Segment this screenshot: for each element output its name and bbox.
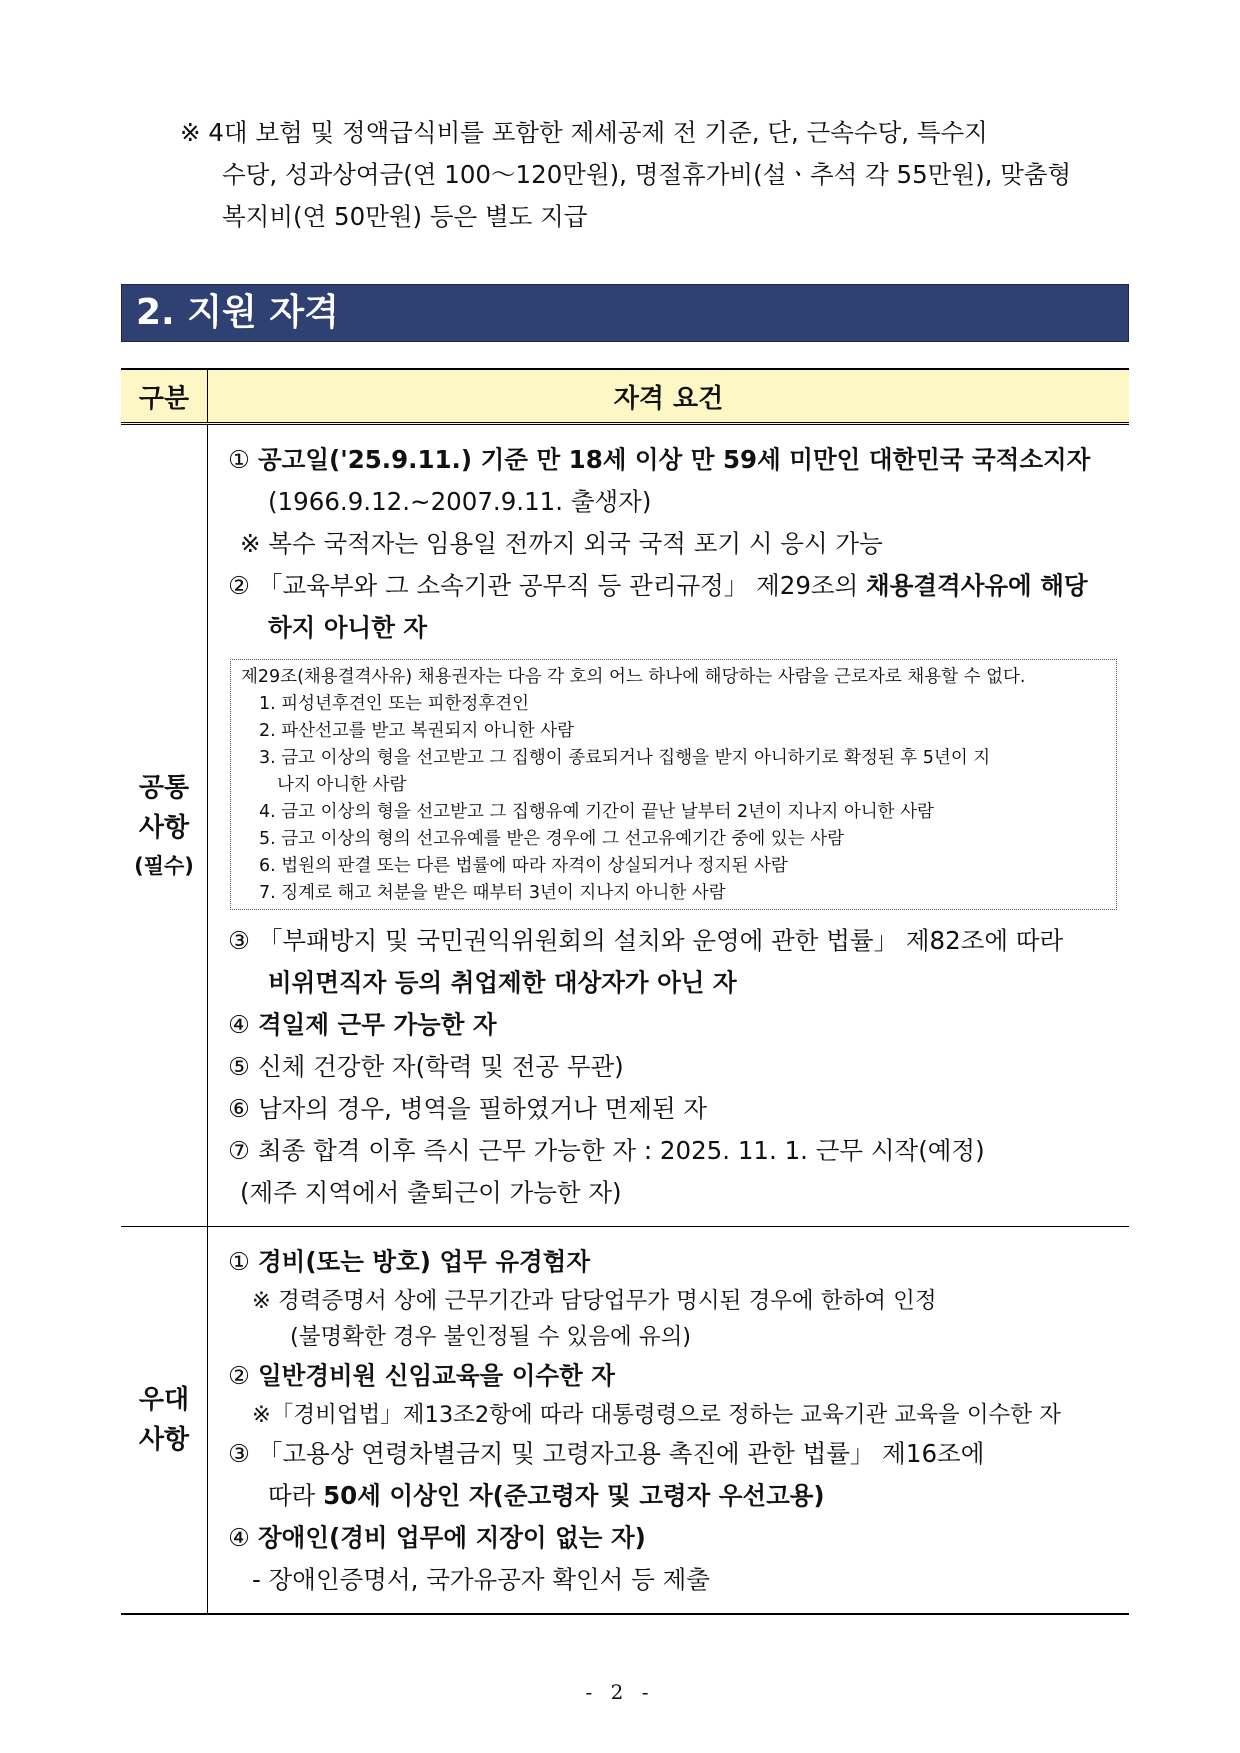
header-category: 구분 <box>121 369 208 424</box>
num-1: ① <box>228 445 250 474</box>
num-1: ① <box>228 1247 250 1276</box>
top-note <box>180 112 1130 238</box>
statute-title: 제29조(채용결격사유) 채용권자는 다음 각 호의 어느 하나에 해당하는 사람을 근로자로 채용할 수 없다. <box>241 667 1026 687</box>
preferred-item-1-note2: (불명확한 경우 불인정될 수 있음에 유의) <box>290 1324 692 1350</box>
top-note-line-3: 복지비(연 50만원) 등은 별도 지급 <box>222 202 588 231</box>
common-item-5-text: 신체 건강한 자(학력 및 전공 무관) <box>258 1052 624 1081</box>
common-item-3 <box>228 920 1121 962</box>
statute-item: 3. 금고 이상의 형을 선고받고 그 집행이 종료되거나 집행을 받지 아니하기로 확정된 후 5년이 지 <box>259 748 991 768</box>
num-3: ③ <box>228 926 250 955</box>
preferred-item-3-bold: 50세 이상인 자(준고령자 및 고령자 우선고용) <box>323 1481 825 1510</box>
header-requirements: 자격 요건 <box>208 369 1130 424</box>
preferred-item-1 <box>228 1241 1121 1283</box>
common-item-2-line2-text: 하지 아니한 자 <box>268 613 428 642</box>
common-item-3-text: 「부패방지 및 국민권익위원회의 설치와 운영에 관한 법률」 제82조에 따라 <box>258 926 1064 955</box>
common-item-7-line2: (제주 지역에서 출퇴근이 가능한 자) <box>240 1178 622 1207</box>
common-item-6 <box>228 1088 1121 1130</box>
num-7: ⑦ <box>228 1136 250 1165</box>
common-label-line1: 공통 <box>138 772 190 803</box>
preferred-item-2-text: 일반경비원 신임교육을 이수한 자 <box>258 1361 615 1390</box>
top-note-line-1: ※ 4대 보험 및 정액급식비를 포함한 제세공제 전 기준, 단, 근속수당, 특수지 <box>180 118 988 147</box>
preferred-label-line1: 우대 <box>138 1385 190 1415</box>
statute-item: 5. 금고 이상의 형의 선고유예를 받은 경우에 그 선고유예기간 중에 있는 사람 <box>259 829 845 849</box>
preferred-item-3-line2 <box>228 1475 1121 1517</box>
common-label <box>121 424 208 1227</box>
preferred-label-line2: 사항 <box>138 1425 190 1455</box>
table-row-preferred <box>121 1227 1129 1615</box>
common-item-3-bold: 비위면직자 등의 취업제한 대상자가 아닌 자 <box>268 968 737 997</box>
section-title: 2. 지원 자격 <box>136 292 339 333</box>
common-item-1-note: ※ 복수 국적자는 임용일 전까지 외국 국적 포기 시 응시 가능 <box>240 529 883 558</box>
common-item-2 <box>228 565 1121 607</box>
statute-box <box>230 659 1117 910</box>
preferred-content <box>208 1227 1130 1615</box>
statute-item: 4. 금고 이상의 형을 선고받고 그 집행유예 기간이 끝난 날부터 2년이 지나지 아니한 사람 <box>259 802 934 822</box>
num-3: ③ <box>228 1439 250 1468</box>
statute-item: 1. 피성년후견인 또는 피한정후견인 <box>259 694 530 714</box>
table-header-row <box>121 369 1129 424</box>
preferred-item-3 <box>228 1433 1121 1475</box>
qualification-table <box>121 368 1129 1615</box>
preferred-item-2-note: ※「경비업법」제13조2항에 따라 대통령령으로 정하는 교육기관 교육을 이수한 자 <box>252 1402 1061 1428</box>
common-item-2-bold: 채용결격사유에 해당 <box>866 571 1088 600</box>
statute-item: 2. 파산선고를 받고 복권되지 아니한 사람 <box>259 721 574 741</box>
preferred-item-2 <box>228 1355 1121 1397</box>
common-item-6-text: 남자의 경우, 병역을 필하였거나 면제된 자 <box>258 1094 708 1123</box>
preferred-label <box>121 1227 208 1615</box>
num-6: ⑥ <box>228 1094 250 1123</box>
table-row-common <box>121 424 1129 1227</box>
common-item-7 <box>228 1130 1121 1172</box>
common-item-7-text: 최종 합격 이후 즉시 근무 가능한 자 : 2025. 11. 1. 근무 시작(예정) <box>258 1136 985 1165</box>
preferred-item-1-note: ※ 경력증명서 상에 근무기간과 담당업무가 명시된 경우에 한하여 인정 <box>252 1288 937 1314</box>
common-item-4-text: 격일제 근무 가능한 자 <box>258 1010 497 1039</box>
preferred-item-4-text: 장애인(경비 업무에 지장이 없는 자) <box>258 1523 646 1552</box>
section-header <box>121 284 1129 342</box>
preferred-item-3-pre: 따라 <box>268 1481 324 1510</box>
statute-item: 나지 아니한 사람 <box>277 775 407 795</box>
statute-item: 6. 법원의 판결 또는 다른 법률에 따라 자격이 상실되거나 정지된 사람 <box>259 856 788 876</box>
num-2: ② <box>228 571 250 600</box>
statute-item: 7. 징계로 해고 처분을 받은 때부터 3년이 지나지 아니한 사람 <box>259 883 726 903</box>
common-item-2-line2 <box>228 607 1121 649</box>
common-item-1-text: 공고일('25.9.11.) 기준 만 18세 이상 만 59세 미만인 대한민국 국적소지자 <box>258 445 1091 474</box>
common-label-line2: 사항 <box>138 812 190 843</box>
common-content <box>208 424 1130 1227</box>
preferred-item-1-text: 경비(또는 방호) 업무 유경험자 <box>258 1247 590 1276</box>
common-label-required: (필수) <box>134 853 194 878</box>
num-5: ⑤ <box>228 1052 250 1081</box>
common-item-1 <box>228 439 1121 481</box>
common-item-2-text: 「교육부와 그 소속기관 공무직 등 관리규정」 제29조의 <box>258 571 867 600</box>
preferred-item-4 <box>228 1517 1121 1559</box>
top-note-line-2: 수당, 성과상여금(연 100～120만원), 명절휴가비(설ㆍ추석 각 55만원), 맞춤형 <box>222 160 1072 189</box>
common-item-3-line2 <box>228 962 1121 1004</box>
num-2: ② <box>228 1361 250 1390</box>
common-item-4 <box>228 1004 1121 1046</box>
preferred-item-3-text: 「고용상 연령차별금지 및 고령자고용 촉진에 관한 법률」 제16조에 <box>258 1439 985 1468</box>
common-item-5 <box>228 1046 1121 1088</box>
num-4: ④ <box>228 1010 250 1039</box>
common-item-1-line2: (1966.9.12.~2007.9.11. 출생자) <box>268 487 652 516</box>
num-4: ④ <box>228 1523 250 1552</box>
page-number: - 2 - <box>585 1680 655 1704</box>
preferred-item-4-sub: - 장애인증명서, 국가유공자 확인서 등 제출 <box>252 1565 710 1594</box>
